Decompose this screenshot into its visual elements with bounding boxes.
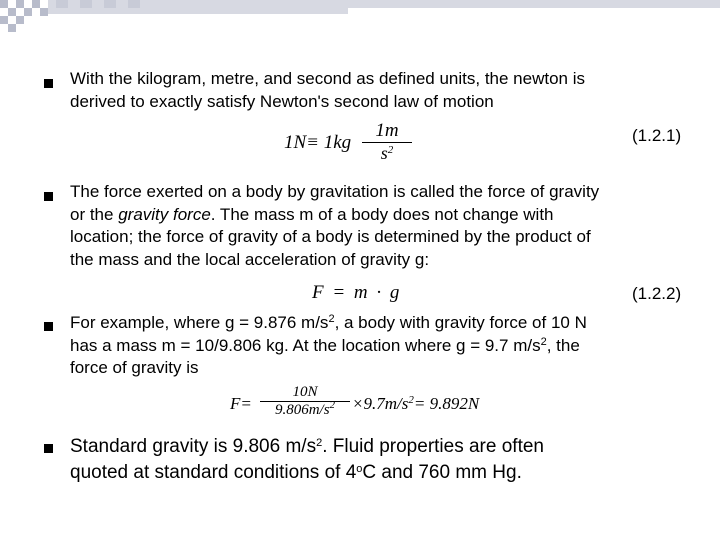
paragraph-example: [70, 312, 700, 380]
fraction-denominator: $9.806m/s^2$: [274, 399, 336, 418]
equation-force-lhs: F=: [230, 394, 252, 413]
paragraph-standard-gravity: [70, 434, 700, 486]
equation-fraction: [260, 384, 350, 419]
equation-number: (1.2.2): [632, 284, 682, 303]
paragraph-gravity-force: [70, 181, 700, 271]
fraction-denominator: $s^2$: [380, 143, 394, 163]
text-line: or the gravity force. The mass m of a body does not change with: [70, 204, 554, 224]
text-line: The force exerted on a body by gravitation is called the force of gravity: [70, 182, 600, 201]
text-line: force of gravity is: [70, 358, 199, 377]
fraction-numerator: 10N: [260, 384, 350, 402]
paragraph-newton-definition: [70, 68, 700, 113]
text-line: derived to exactly satisfy Newton's second law of motion: [70, 91, 494, 111]
corner-decoration: [0, 0, 720, 40]
bullet-marker: [44, 322, 53, 331]
text-line: has a mass m = 10/9.806 kg. At the location where g = 9.7 $m/s^2$, the: [70, 335, 580, 355]
equation-number: (1.2.1): [632, 126, 682, 145]
bullet-marker: [44, 192, 53, 201]
bullet-marker: [44, 79, 53, 88]
equation-fraction: [362, 120, 412, 164]
fraction-numerator: 1m: [362, 120, 412, 143]
text-line: With the kilogram, metre, and second as defined units, the newton is: [70, 69, 585, 88]
emphasis-gravity-force: gravity force: [118, 204, 211, 224]
text-line: Standard gravity is 9.806 $m/s^2$. Fluid properties are often: [70, 436, 544, 457]
text-line: quoted at standard conditions of 4$^o$C and 760 mm Hg.: [70, 462, 522, 483]
text-line: location; the force of gravity of a body is determined by the product of: [70, 227, 591, 246]
equation-1-2-2: F = m · g: [312, 282, 400, 303]
equation-lhs: 1N≡ 1kg: [284, 132, 352, 153]
equation-1-2-1: [284, 132, 351, 154]
text-line: the mass and the local acceleration of gravity g:: [70, 249, 430, 269]
text-line: For example, where g = 9.876 $m/s^2$, a body with gravity force of 10 N: [70, 313, 587, 332]
bullet-marker: [44, 444, 53, 453]
equation-force-rhs: $\times 9.7m/s^2= 9.892N$: [352, 394, 480, 413]
